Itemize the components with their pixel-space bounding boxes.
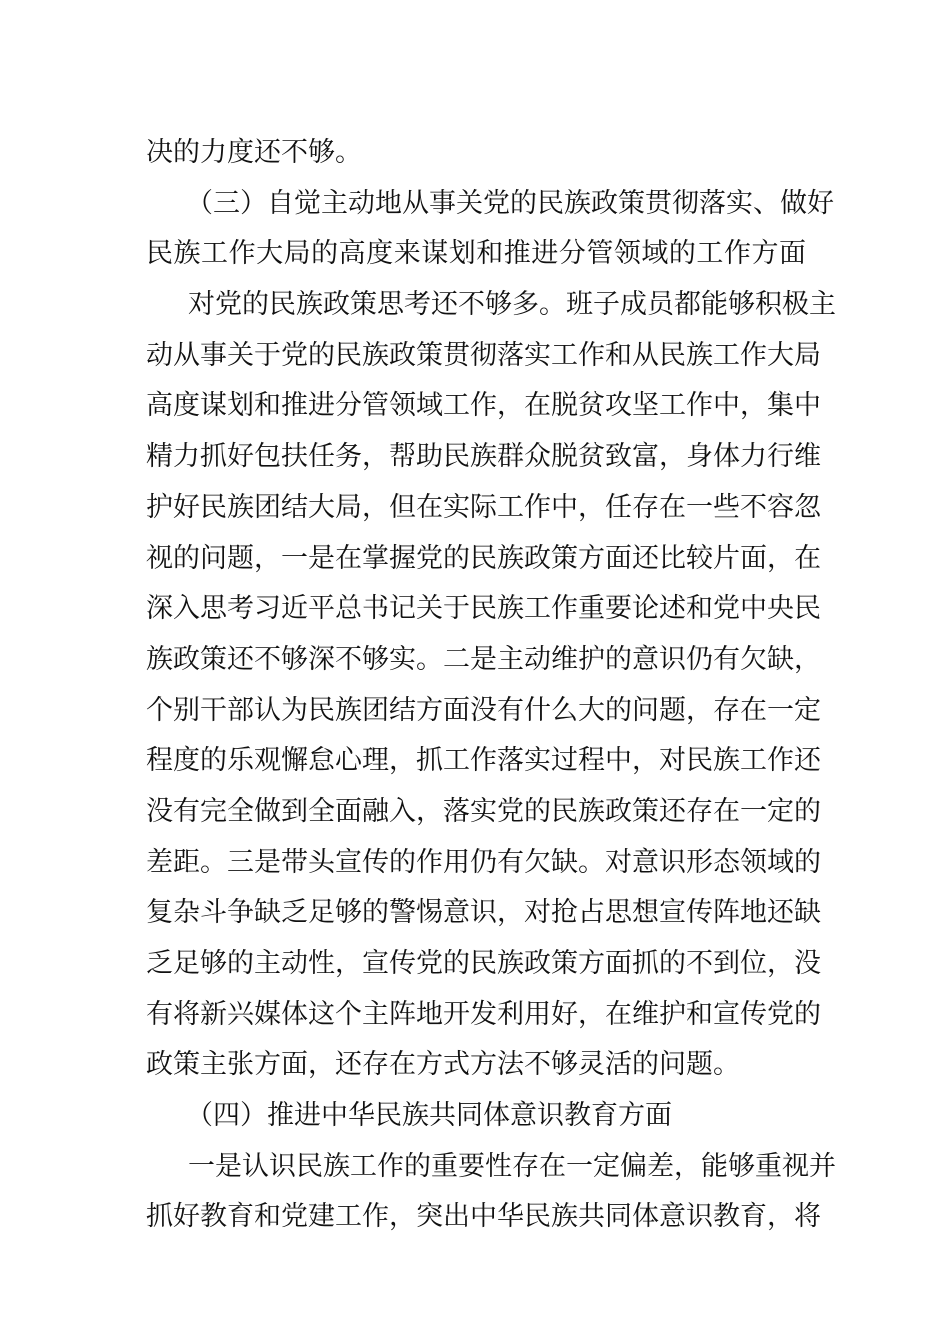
paragraph-line: 深入思考习近平总书记关于民族工作重要论述和党中央民 <box>146 593 821 625</box>
paragraph-line: 有将新兴媒体这个主阵地开发利用好，在维护和宣传党的 <box>146 998 821 1030</box>
section-heading-4: （四）推进中华民族共同体意识教育方面 <box>186 1100 672 1132</box>
paragraph-line: 护好民族团结大局，但在实际工作中，任存在一些不容忽 <box>146 491 821 523</box>
paragraph-line: 复杂斗争缺乏足够的警惕意识，对抢占思想宣传阵地还缺 <box>146 897 821 929</box>
paragraph-line: 动从事关于党的民族政策贯彻落实工作和从民族工作大局 <box>146 339 821 371</box>
paragraph-line: 高度谋划和推进分管领域工作，在脱贫攻坚工作中，集中 <box>146 390 821 422</box>
document-body <box>146 128 836 1243</box>
section-heading-3: （三）自觉主动地从事关党的民族政策贯彻落实、做好 <box>186 187 834 219</box>
paragraph-line: 差距。三是带头宣传的作用仍有欠缺。对意识形态领域的 <box>146 846 821 878</box>
section-heading-3-continued: 民族工作大局的高度来谋划和推进分管领域的工作方面 <box>146 238 806 270</box>
paragraph-line: 没有完全做到全面融入，落实党的民族政策还存在一定的 <box>146 795 821 827</box>
paragraph-line: 个别干部认为民族团结方面没有什么大的问题，存在一定 <box>146 694 821 726</box>
paragraph-line: 族政策还不够深不够实。二是主动维护的意识仍有欠缺， <box>146 643 821 675</box>
paragraph-line: 一是认识民族工作的重要性存在一定偏差，能够重视并 <box>188 1150 836 1182</box>
paragraph-line: 精力抓好包扶任务，帮助民族群众脱贫致富，身体力行维 <box>146 441 821 473</box>
paragraph-line: 程度的乐观懈怠心理，抓工作落实过程中，对民族工作还 <box>146 745 821 777</box>
paragraph-line: 视的问题，一是在掌握党的民族政策方面还比较片面，在 <box>146 542 821 574</box>
paragraph-line: 政策主张方面，还存在方式方法不够灵活的问题。 <box>146 1049 740 1081</box>
paragraph-line: 决的力度还不够。 <box>146 137 362 168</box>
paragraph-line: 对党的民族政策思考还不够多。班子成员都能够积极主 <box>188 289 836 321</box>
paragraph-line: 抓好教育和党建工作，突出中华民族共同体意识教育，将 <box>146 1201 821 1233</box>
paragraph-line: 乏足够的主动性，宣传党的民族政策方面抓的不到位，没 <box>146 948 821 979</box>
